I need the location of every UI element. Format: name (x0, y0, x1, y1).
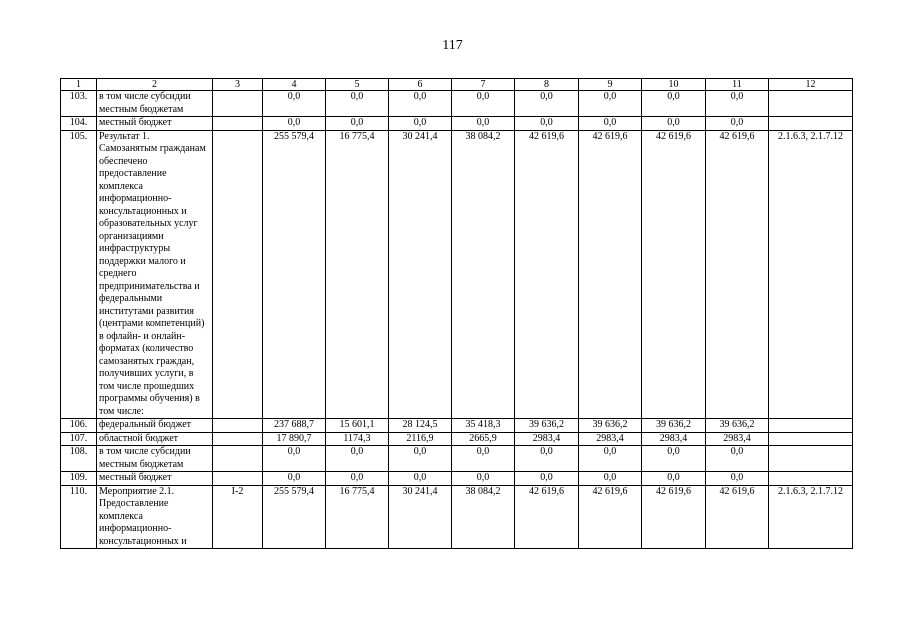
column-header: 7 (452, 79, 515, 91)
value-cell: 2983,4 (642, 432, 706, 446)
row-number-cell: 105. (61, 130, 97, 419)
column-header: 4 (263, 79, 326, 91)
value-cell: 0,0 (579, 91, 642, 117)
table-row (61, 432, 853, 446)
row-number-cell: 110. (61, 485, 97, 549)
row-name-cell: местный бюджет (97, 472, 213, 486)
value-cell: 0,0 (515, 446, 579, 472)
value-cell: 0,0 (389, 91, 452, 117)
value-cell: 0,0 (706, 91, 769, 117)
value-cell: 39 636,2 (579, 419, 642, 433)
value-cell: 39 636,2 (515, 419, 579, 433)
table-row (61, 472, 853, 486)
value-cell: 42 619,6 (579, 130, 642, 419)
value-cell: 28 124,5 (389, 419, 452, 433)
table-row (61, 419, 853, 433)
value-cell: 0,0 (515, 91, 579, 117)
value-cell: 0,0 (263, 91, 326, 117)
value-cell: 255 579,4 (263, 130, 326, 419)
row-number-cell: 107. (61, 432, 97, 446)
column-header: 9 (579, 79, 642, 91)
value-cell: 42 619,6 (642, 130, 706, 419)
value-cell: 39 636,2 (706, 419, 769, 433)
value-cell: 15 601,1 (326, 419, 389, 433)
row-name-cell: местный бюджет (97, 117, 213, 131)
table-row (61, 91, 853, 117)
row-number-cell: 103. (61, 91, 97, 117)
value-cell: 0,0 (389, 117, 452, 131)
value-cell: 2983,4 (706, 432, 769, 446)
value-cell: 42 619,6 (706, 485, 769, 549)
value-cell: 0,0 (326, 472, 389, 486)
value-cell: 0,0 (579, 472, 642, 486)
value-cell: 0,0 (452, 117, 515, 131)
column-header: 11 (706, 79, 769, 91)
value-cell: 39 636,2 (642, 419, 706, 433)
value-cell: 0,0 (706, 446, 769, 472)
header-row (61, 79, 853, 91)
column-header: 12 (769, 79, 853, 91)
row-number-cell: 108. (61, 446, 97, 472)
budget-table (60, 78, 853, 549)
row-ref-cell: 2.1.6.3, 2.1.7.12 (769, 485, 853, 549)
value-cell: 2665,9 (452, 432, 515, 446)
value-cell: 2983,4 (515, 432, 579, 446)
row-ref-cell (769, 117, 853, 131)
value-cell: 16 775,4 (326, 130, 389, 419)
value-cell: 16 775,4 (326, 485, 389, 549)
value-cell: 42 619,6 (706, 130, 769, 419)
row-code-cell (213, 91, 263, 117)
value-cell: 0,0 (389, 446, 452, 472)
value-cell: 0,0 (706, 117, 769, 131)
row-ref-cell (769, 472, 853, 486)
value-cell: 42 619,6 (579, 485, 642, 549)
value-cell: 255 579,4 (263, 485, 326, 549)
row-code-cell (213, 117, 263, 131)
value-cell: 0,0 (706, 472, 769, 486)
value-cell: 42 619,6 (642, 485, 706, 549)
row-code-cell (213, 130, 263, 419)
value-cell: 0,0 (326, 117, 389, 131)
row-ref-cell (769, 91, 853, 117)
value-cell: 17 890,7 (263, 432, 326, 446)
value-cell: 0,0 (452, 446, 515, 472)
value-cell: 0,0 (579, 117, 642, 131)
value-cell: 0,0 (642, 91, 706, 117)
row-name-cell: федеральный бюджет (97, 419, 213, 433)
table-row (61, 446, 853, 472)
value-cell: 38 084,2 (452, 130, 515, 419)
table-row (61, 130, 853, 419)
row-name-cell: Мероприятие 2.1. Предоставление комплекса информационно-консультационных и (97, 485, 213, 549)
row-code-cell (213, 472, 263, 486)
page-number: 117 (442, 38, 463, 53)
column-header: 10 (642, 79, 706, 91)
row-number-cell: 104. (61, 117, 97, 131)
value-cell: 0,0 (263, 446, 326, 472)
value-cell: 38 084,2 (452, 485, 515, 549)
column-header: 3 (213, 79, 263, 91)
value-cell: 35 418,3 (452, 419, 515, 433)
row-number-cell: 109. (61, 472, 97, 486)
column-header: 5 (326, 79, 389, 91)
row-name-cell: Результат 1. Самозанятым гражданам обеспечено предоставление комплекса информационно-консультационных и образовательных услуг организациями инфраструктуры поддержки малого и среднего предпринимательства и федеральными институтами развития (центрами компетенций) в офлайн- и онлайн-форматах (количество самозанятых граждан, получивших услуги, в том числе прошедших программы обучения) в том числе: (97, 130, 213, 419)
value-cell: 2983,4 (579, 432, 642, 446)
value-cell: 237 688,7 (263, 419, 326, 433)
value-cell: 0,0 (326, 446, 389, 472)
value-cell: 30 241,4 (389, 130, 452, 419)
value-cell: 30 241,4 (389, 485, 452, 549)
value-cell: 0,0 (452, 472, 515, 486)
value-cell: 0,0 (263, 117, 326, 131)
row-number-cell: 106. (61, 419, 97, 433)
table-row (61, 117, 853, 131)
value-cell: 0,0 (642, 446, 706, 472)
value-cell: 0,0 (642, 472, 706, 486)
value-cell: 0,0 (515, 472, 579, 486)
value-cell: 42 619,6 (515, 485, 579, 549)
column-header: 2 (97, 79, 213, 91)
row-ref-cell (769, 419, 853, 433)
row-name-cell: в том числе субсидии местным бюджетам (97, 446, 213, 472)
row-name-cell: областной бюджет (97, 432, 213, 446)
value-cell: 0,0 (389, 472, 452, 486)
row-name-cell: в том числе субсидии местным бюджетам (97, 91, 213, 117)
row-code-cell (213, 446, 263, 472)
row-ref-cell (769, 432, 853, 446)
column-header: 8 (515, 79, 579, 91)
value-cell: 2116,9 (389, 432, 452, 446)
value-cell: 0,0 (452, 91, 515, 117)
value-cell: 1174,3 (326, 432, 389, 446)
row-ref-cell: 2.1.6.3, 2.1.7.12 (769, 130, 853, 419)
value-cell: 0,0 (263, 472, 326, 486)
value-cell: 0,0 (579, 446, 642, 472)
row-code-cell: I-2 (213, 485, 263, 549)
value-cell: 0,0 (642, 117, 706, 131)
table-row (61, 485, 853, 549)
row-code-cell (213, 419, 263, 433)
value-cell: 0,0 (515, 117, 579, 131)
column-header: 6 (389, 79, 452, 91)
row-code-cell (213, 432, 263, 446)
value-cell: 42 619,6 (515, 130, 579, 419)
row-ref-cell (769, 446, 853, 472)
column-header: 1 (61, 79, 97, 91)
value-cell: 0,0 (326, 91, 389, 117)
